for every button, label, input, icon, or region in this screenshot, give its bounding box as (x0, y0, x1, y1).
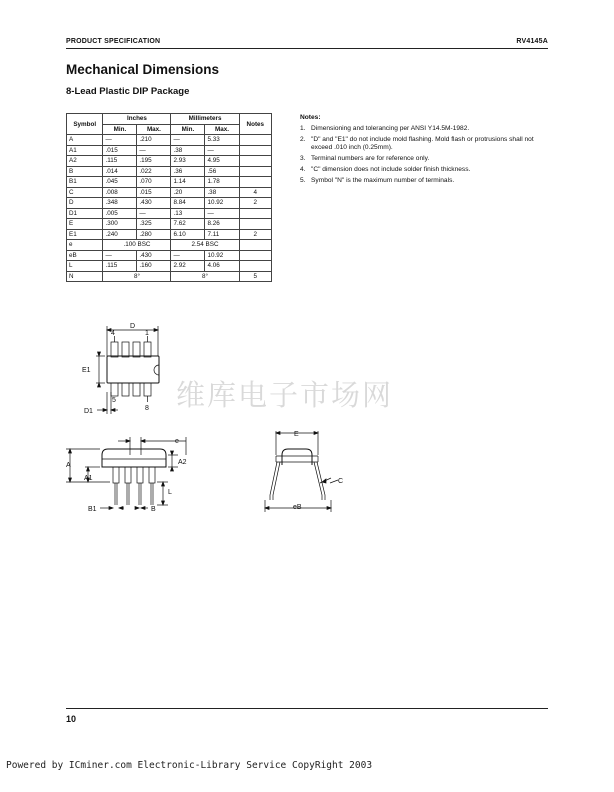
watermark-text: 维库电子市场网 (176, 378, 394, 412)
cell-mm-bsc: 2.54 BSC (171, 240, 239, 251)
package-subtitle: 8-Lead Plastic DIP Package (66, 86, 190, 97)
cell-symbol: D (67, 198, 103, 209)
col-notes: Notes (239, 114, 271, 135)
cell-inch-max: .195 (137, 156, 171, 167)
label-pin-1: 1 (145, 330, 149, 337)
col-inch-max: Max. (137, 124, 171, 135)
cell-symbol: E1 (67, 229, 103, 240)
label-e1: E1 (82, 367, 91, 374)
label-d1: D1 (84, 408, 93, 415)
cell-symbol: eB (67, 250, 103, 261)
cell-symbol: A1 (67, 145, 103, 156)
label-a1: A1 (84, 475, 93, 482)
label-l: L (168, 489, 172, 496)
footer-copyright: Powered by ICminer.com Electronic-Library Service CopyRight 2003 (6, 760, 373, 771)
label-e-width: E (294, 431, 299, 438)
cell-symbol: e (67, 240, 103, 251)
col-symbol: Symbol (67, 114, 103, 135)
cell-mm-min: — (171, 135, 205, 146)
cell-mm-min: 8.84 (171, 198, 205, 209)
cell-mm-min: 6.10 (171, 229, 205, 240)
cell-inch-max: .430 (137, 198, 171, 209)
cell-inch-min: .300 (103, 219, 137, 230)
cell-mm-max: 8.26 (205, 219, 239, 230)
col-inches: Inches (103, 114, 171, 125)
cell-mm-angle: 8° (171, 271, 239, 282)
cell-mm-min: 7.62 (171, 219, 205, 230)
label-pin-5: 5 (112, 397, 116, 404)
note-number: 4. (300, 166, 306, 173)
cell-inch-bsc: .100 BSC (103, 240, 171, 251)
col-millimeters: Millimeters (171, 114, 239, 125)
cell-inch-max: .070 (137, 177, 171, 188)
cell-inch-min: .005 (103, 208, 137, 219)
label-b1: B1 (88, 506, 97, 513)
cell-symbol: B1 (67, 177, 103, 188)
cell-inch-min: .014 (103, 166, 137, 177)
cell-inch-min: .045 (103, 177, 137, 188)
page-number: 10 (66, 714, 77, 724)
cell-note: 2 (239, 229, 271, 240)
label-b: B (151, 506, 156, 513)
cell-mm-max: — (205, 208, 239, 219)
cell-mm-max: 10.92 (205, 250, 239, 261)
footer-rule (66, 708, 548, 709)
cell-note: 5 (239, 271, 271, 282)
cell-mm-min: .20 (171, 187, 205, 198)
note-number: 3. (300, 155, 306, 162)
note-text: Terminal numbers are for reference only. (311, 155, 430, 162)
cell-mm-min: .13 (171, 208, 205, 219)
label-a2: A2 (178, 459, 187, 466)
cell-symbol: D1 (67, 208, 103, 219)
cell-mm-max: 4.06 (205, 261, 239, 272)
label-a: A (66, 462, 71, 469)
cell-mm-min: 1.14 (171, 177, 205, 188)
cell-mm-min: .36 (171, 166, 205, 177)
note-text: "D" and "E1" do not include mold flashing. Mold flash or protrusions shall not exceed .010 inch (0.25mm). (311, 136, 534, 151)
end-view-drawing (265, 431, 338, 512)
label-e-pitch: e (175, 438, 179, 445)
cell-inch-min: .115 (103, 261, 137, 272)
cell-mm-max: 4.95 (205, 156, 239, 167)
note-text: Symbol "N" is the maximum number of terminals. (311, 177, 455, 184)
cell-mm-max: — (205, 145, 239, 156)
cell-mm-max: 7.11 (205, 229, 239, 240)
cell-mm-min: .38 (171, 145, 205, 156)
side-view-drawing (66, 437, 186, 510)
cell-mm-max: 1.78 (205, 177, 239, 188)
cell-inch-max: .160 (137, 261, 171, 272)
header-product-spec: PRODUCT SPECIFICATION (66, 38, 161, 45)
cell-inch-max: .015 (137, 187, 171, 198)
cell-inch-min: .115 (103, 156, 137, 167)
col-mm-min: Min. (171, 124, 205, 135)
cell-symbol: B (67, 166, 103, 177)
cell-mm-min: 2.93 (171, 156, 205, 167)
label-pin-4: 4 (111, 330, 115, 337)
cell-symbol: N (67, 271, 103, 282)
cell-note: 4 (239, 187, 271, 198)
label-c: C (338, 478, 344, 485)
cell-inch-max: .022 (137, 166, 171, 177)
cell-inch-max: .210 (137, 135, 171, 146)
cell-inch-min: .015 (103, 145, 137, 156)
cell-inch-max: .325 (137, 219, 171, 230)
label-eb: eB (293, 504, 302, 511)
cell-inch-min: — (103, 135, 137, 146)
cell-symbol: C (67, 187, 103, 198)
cell-symbol: A (67, 135, 103, 146)
cell-symbol: E (67, 219, 103, 230)
cell-mm-max: .38 (205, 187, 239, 198)
cell-inch-max: — (137, 208, 171, 219)
label-pin-8: 8 (145, 405, 149, 412)
cell-mm-max: .56 (205, 166, 239, 177)
note-text: "C" dimension does not include solder finish thickness. (311, 166, 471, 173)
note-text: Dimensioning and tolerancing per ANSI Y14.5M-1982. (311, 125, 470, 132)
page-title: Mechanical Dimensions (66, 62, 220, 77)
notes-heading: Notes: (300, 114, 321, 121)
cell-note: 2 (239, 198, 271, 209)
header-part-number: RV4145A (516, 38, 548, 45)
cell-symbol: A2 (67, 156, 103, 167)
cell-inch-min: — (103, 250, 137, 261)
cell-mm-max: 5.33 (205, 135, 239, 146)
cell-inch-min: .240 (103, 229, 137, 240)
col-mm-max: Max. (205, 124, 239, 135)
note-number: 1. (300, 125, 306, 132)
cell-inch-min: .008 (103, 187, 137, 198)
col-inch-min: Min. (103, 124, 137, 135)
cell-inch-max: .430 (137, 250, 171, 261)
top-view-drawing (96, 326, 159, 414)
cell-mm-min: 2.92 (171, 261, 205, 272)
note-number: 5. (300, 177, 306, 184)
cell-inch-angle: 8° (103, 271, 171, 282)
cell-inch-min: .348 (103, 198, 137, 209)
cell-mm-max: 10.92 (205, 198, 239, 209)
label-d: D (130, 323, 136, 330)
cell-symbol: L (67, 261, 103, 272)
cell-inch-max: — (137, 145, 171, 156)
note-number: 2. (300, 136, 306, 143)
cell-inch-max: .280 (137, 229, 171, 240)
cell-mm-min: — (171, 250, 205, 261)
